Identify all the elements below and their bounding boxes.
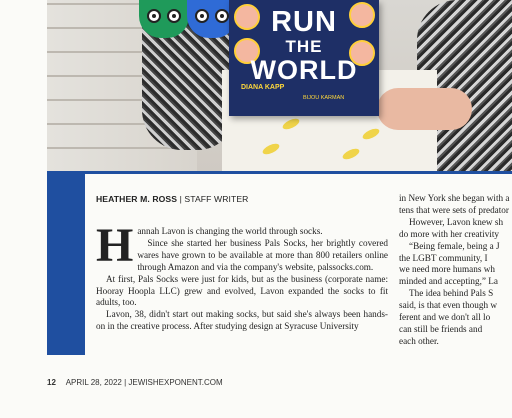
page-number: 12	[47, 378, 56, 387]
article-column-2	[399, 193, 512, 348]
article-photo	[47, 0, 512, 171]
book-title-line: RUN	[271, 6, 337, 38]
sock-puppet-green	[139, 0, 189, 38]
paragraph: Since she started her business Pals Socks, her brightly covered wares have grown to be available at more than 800 retailers online through Amazon and via the company's website, palssocks.com.	[137, 237, 388, 272]
text-line: “Being female, being a J	[409, 240, 500, 251]
text-line: can still be friends and	[399, 323, 483, 334]
text-line: said, is that even though w	[399, 300, 497, 311]
article-column-1	[96, 219, 388, 333]
drop-cap: H	[96, 219, 134, 272]
website-url: JEWISHEXPONENT.COM	[128, 378, 223, 387]
text-line: the LGBT community, I	[399, 252, 488, 263]
byline-name: HEATHER M. ROSS	[96, 194, 178, 204]
text-line: minded and accepting,” La	[399, 276, 498, 287]
text-line: The idea behind Pals S	[409, 288, 494, 299]
paragraph: Lavon, 38, didn't start out making socks, but said she's always been hands-on in the creative process. After studying design at Syracuse University	[96, 309, 388, 332]
photo-divider	[47, 171, 512, 174]
paragraph: annah Lavon is changing the world through socks.	[137, 226, 323, 236]
text-line: we need more humans wh	[399, 264, 495, 275]
book-cover	[229, 0, 379, 116]
footer-separator: |	[124, 378, 127, 387]
paragraph: At first, Pals Socks were just for kids, but as the business (corporate name: Hooray Hoopla LLC) grew and evolved, Lavon expanded the socks to fit adults, too.	[96, 273, 388, 308]
byline-separator: |	[179, 194, 182, 204]
book-title-line: THE	[285, 37, 323, 56]
text-line: each other.	[399, 335, 439, 346]
text-line: do more with her creativity	[399, 228, 500, 239]
byline	[96, 194, 248, 204]
page-footer	[47, 378, 223, 387]
book-title-line: WORLD	[250, 55, 358, 85]
blue-accent-bar	[47, 174, 85, 355]
text-line: tens that were sets of predator	[399, 204, 509, 215]
text-line: in New York she began with a	[399, 193, 510, 203]
text-line: ferent and we don't all lo	[399, 312, 491, 323]
byline-role: STAFF WRITER	[184, 194, 249, 204]
book-illustrator: BIJOU KARMAN	[303, 95, 345, 101]
hand-holding-book	[377, 88, 472, 130]
issue-date: APRIL 28, 2022	[65, 378, 122, 387]
text-line: However, Lavon knew sh	[409, 216, 504, 227]
book-author: DIANA KAPP	[241, 84, 285, 91]
